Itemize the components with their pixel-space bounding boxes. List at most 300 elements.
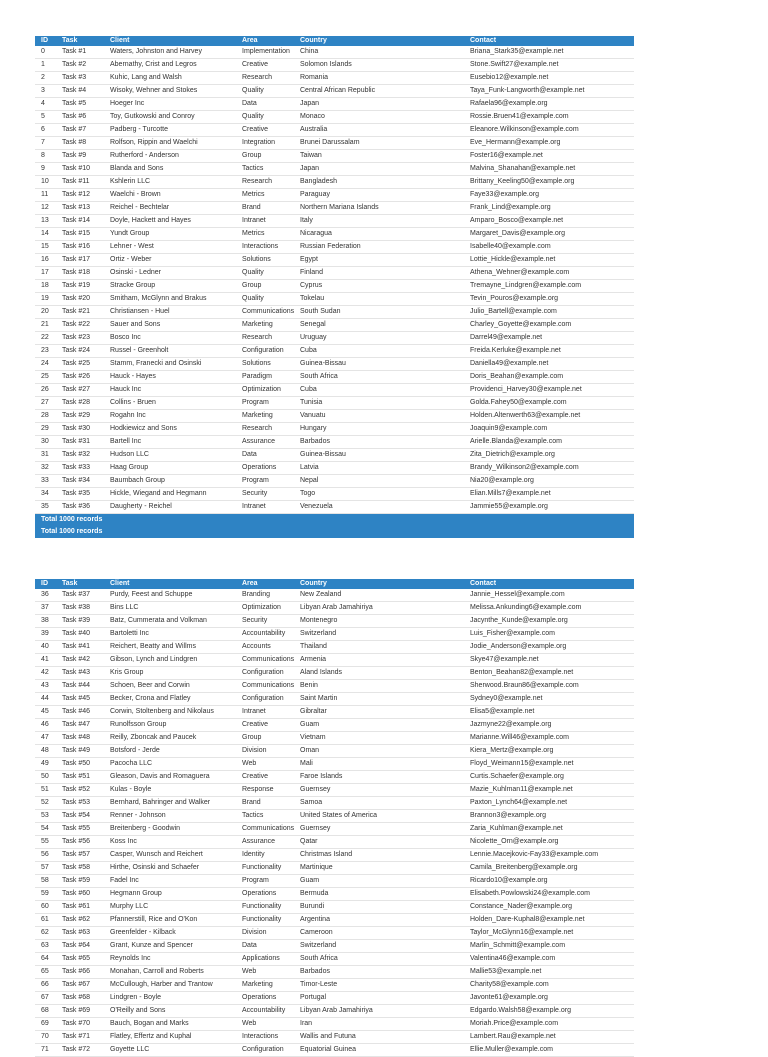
table-row[interactable] [35,254,634,267]
cell-contact: Jacynthe_Kunde@example.org [464,615,634,628]
cell-country: Guam [294,719,464,732]
cell-task: Task #28 [56,397,104,410]
table-row[interactable] [35,979,634,992]
table-row[interactable] [35,293,634,306]
table-row[interactable] [35,475,634,488]
table-row[interactable] [35,306,634,319]
column-header-task[interactable]: Task [56,36,104,46]
table-row[interactable] [35,641,634,654]
cell-client: Hirthe, Osinski and Schaefer [104,862,236,875]
table-row[interactable] [35,927,634,940]
cell-contact: Constance_Nader@example.org [464,901,634,914]
cell-area: Program [236,475,294,488]
cell-id: 17 [35,267,56,280]
table-row[interactable] [35,280,634,293]
cell-task: Task #36 [56,501,104,514]
cell-task: Task #3 [56,72,104,85]
table-row[interactable] [35,849,634,862]
cell-country: Tunisia [294,397,464,410]
cell-client: Purdy, Feest and Schuppe [104,589,236,602]
cell-task: Task #5 [56,98,104,111]
cell-id: 23 [35,345,56,358]
column-header-task[interactable]: Task [56,579,104,589]
table-row[interactable] [35,589,634,602]
table-row[interactable] [35,501,634,514]
cell-contact: Valentina46@example.com [464,953,634,966]
cell-area: Functionality [236,914,294,927]
table-row[interactable] [35,202,634,215]
cell-task: Task #24 [56,345,104,358]
cell-contact: Athena_Wehner@example.com [464,267,634,280]
cell-country: Saint Martin [294,693,464,706]
cell-area: Division [236,745,294,758]
table-row[interactable] [35,719,634,732]
cell-contact: Arielle.Blanda@example.com [464,436,634,449]
cell-country: Libyan Arab Jamahiriya [294,1005,464,1018]
cell-client: Hudson LLC [104,449,236,462]
cell-task: Task #55 [56,823,104,836]
cell-task: Task #19 [56,280,104,293]
cell-contact: Julio_Bartell@example.com [464,306,634,319]
cell-client: Bartell Inc [104,436,236,449]
cell-area: Security [236,488,294,501]
cell-area: Brand [236,797,294,810]
cell-country: Finland [294,267,464,280]
cell-area: Configuration [236,667,294,680]
cell-contact: Kiera_Mertz@example.org [464,745,634,758]
cell-id: 19 [35,293,56,306]
table-row[interactable] [35,706,634,719]
cell-client: Yundt Group [104,228,236,241]
cell-task: Task #64 [56,940,104,953]
cell-id: 50 [35,771,56,784]
cell-area: Data [236,98,294,111]
cell-id: 51 [35,784,56,797]
cell-task: Task #18 [56,267,104,280]
table-row[interactable] [35,462,634,475]
table-row[interactable] [35,332,634,345]
table-row[interactable] [35,992,634,1005]
cell-id: 2 [35,72,56,85]
cell-client: Hodkiewicz and Sons [104,423,236,436]
table-row[interactable] [35,46,634,59]
cell-id: 64 [35,953,56,966]
total-records [35,514,634,527]
column-header-client[interactable]: Client [104,36,236,46]
cell-contact: Elisabeth.Powlowski24@example.com [464,888,634,901]
cell-contact: Isabelle40@example.com [464,241,634,254]
cell-area: Intranet [236,501,294,514]
column-header-id[interactable]: ID [35,36,56,46]
cell-task: Task #59 [56,875,104,888]
cell-country: Faroe Islands [294,771,464,784]
cell-contact: Briana_Stark35@example.net [464,46,634,59]
cell-country: New Zealand [294,589,464,602]
cell-id: 34 [35,488,56,501]
table-row[interactable] [35,1044,634,1057]
cell-id: 7 [35,137,56,150]
cell-contact: Luis_Fisher@example.com [464,628,634,641]
cell-task: Task #33 [56,462,104,475]
cell-contact: Joaquin9@example.com [464,423,634,436]
total-count: 1000 records [59,528,103,535]
cell-task: Task #11 [56,176,104,189]
cell-id: 11 [35,189,56,202]
cell-contact: Camila_Breitenberg@example.org [464,862,634,875]
cell-country: Vietnam [294,732,464,745]
cell-area: Operations [236,992,294,1005]
cell-country: Martinique [294,862,464,875]
cell-task: Task #7 [56,124,104,137]
cell-task: Task #6 [56,111,104,124]
table-row[interactable] [35,410,634,423]
cell-country: Cuba [294,384,464,397]
cell-task: Task #2 [56,59,104,72]
cell-task: Task #63 [56,927,104,940]
table-row[interactable] [35,358,634,371]
cell-country: Venezuela [294,501,464,514]
cell-task: Task #72 [56,1044,104,1057]
table-row[interactable] [35,836,634,849]
cell-id: 47 [35,732,56,745]
cell-id: 62 [35,927,56,940]
table-row[interactable] [35,72,634,85]
cell-task: Task #16 [56,241,104,254]
cell-task: Task #61 [56,901,104,914]
cell-client: Haag Group [104,462,236,475]
cell-area: Quality [236,111,294,124]
cell-area: Configuration [236,1044,294,1057]
cell-contact: Nicolette_Orn@example.org [464,836,634,849]
cell-country: Cameroon [294,927,464,940]
cell-contact: Javonte61@example.org [464,992,634,1005]
cell-country: Burundi [294,901,464,914]
cell-id: 32 [35,462,56,475]
cell-client: Bauch, Bogan and Marks [104,1018,236,1031]
table-row[interactable] [35,124,634,137]
cell-country: Guinea-Bissau [294,358,464,371]
cell-id: 12 [35,202,56,215]
cell-id: 55 [35,836,56,849]
cell-country: Libyan Arab Jamahiriya [294,602,464,615]
cell-contact: Charity58@example.com [464,979,634,992]
cell-area: Operations [236,462,294,475]
table-row[interactable] [35,771,634,784]
cell-id: 27 [35,397,56,410]
table-row[interactable] [35,758,634,771]
cell-id: 25 [35,371,56,384]
column-header-country[interactable]: Country [294,579,464,589]
column-header-client[interactable]: Client [104,579,236,589]
cell-area: Solutions [236,358,294,371]
table-row[interactable] [35,137,634,150]
table-row[interactable] [35,862,634,875]
cell-client: Baumbach Group [104,475,236,488]
cell-area: Data [236,449,294,462]
table-row[interactable] [35,163,634,176]
cell-contact: Brannon3@example.org [464,810,634,823]
table-row[interactable] [35,59,634,72]
cell-task: Task #65 [56,953,104,966]
cell-task: Task #39 [56,615,104,628]
table-row[interactable] [35,940,634,953]
cell-client: Becker, Crona and Flatley [104,693,236,706]
cell-area: Optimization [236,602,294,615]
cell-area: Research [236,332,294,345]
cell-country: Taiwan [294,150,464,163]
cell-contact: Marlin_Schmitt@example.com [464,940,634,953]
table-row[interactable] [35,680,634,693]
cell-client: Abernathy, Crist and Legros [104,59,236,72]
cell-task: Task #41 [56,641,104,654]
table-row[interactable] [35,111,634,124]
cell-area: Branding [236,589,294,602]
cell-area: Communications [236,680,294,693]
cell-id: 67 [35,992,56,1005]
cell-contact: Charley_Goyette@example.com [464,319,634,332]
cell-client: Bins LLC [104,602,236,615]
table-row[interactable] [35,1005,634,1018]
cell-id: 38 [35,615,56,628]
table-row[interactable] [35,98,634,111]
table-row[interactable] [35,267,634,280]
cell-client: Lehner - West [104,241,236,254]
table-row[interactable] [35,745,634,758]
cell-client: Monahan, Carroll and Roberts [104,966,236,979]
records-table-page-1 [35,36,634,538]
cell-contact: Brandy_Wilkinson2@example.com [464,462,634,475]
table-row[interactable] [35,215,634,228]
cell-client: Rogahn Inc [104,410,236,423]
table-row[interactable] [35,1031,634,1044]
table-row[interactable] [35,488,634,501]
cell-id: 66 [35,979,56,992]
cell-id: 49 [35,758,56,771]
table-row[interactable] [35,810,634,823]
cell-country: Tokelau [294,293,464,306]
cell-id: 57 [35,862,56,875]
cell-country: Mali [294,758,464,771]
cell-contact: Sherwood.Braun86@example.com [464,680,634,693]
table-row[interactable] [35,966,634,979]
cell-area: Creative [236,59,294,72]
cell-task: Task #25 [56,358,104,371]
cell-client: Blanda and Sons [104,163,236,176]
table-row[interactable] [35,797,634,810]
table-row[interactable] [35,436,634,449]
cell-contact: Jammie55@example.org [464,501,634,514]
cell-country: Nicaragua [294,228,464,241]
cell-id: 28 [35,410,56,423]
cell-area: Assurance [236,836,294,849]
cell-country: Japan [294,98,464,111]
cell-country: Cuba [294,345,464,358]
table-row[interactable] [35,953,634,966]
cell-area: Optimization [236,384,294,397]
cell-country: Aland Islands [294,667,464,680]
cell-id: 44 [35,693,56,706]
cell-country: Cyprus [294,280,464,293]
cell-client: Breitenberg - Goodwin [104,823,236,836]
column-header-contact[interactable]: Contact [464,36,634,46]
cell-client: Stracke Group [104,280,236,293]
cell-client: Lindgren - Boyle [104,992,236,1005]
cell-contact: Eleanore.Wilkinson@example.com [464,124,634,137]
cell-task: Task #22 [56,319,104,332]
table-body [35,46,634,514]
cell-country: Solomon Islands [294,59,464,72]
cell-contact: Golda.Fahey50@example.com [464,397,634,410]
table-row[interactable] [35,85,634,98]
cell-area: Response [236,784,294,797]
table-row[interactable] [35,888,634,901]
table-row[interactable] [35,602,634,615]
cell-area: Communications [236,823,294,836]
cell-contact: Benton_Beahan82@example.net [464,667,634,680]
records-table [35,36,634,538]
cell-contact: Taya_Funk-Langworth@example.net [464,85,634,98]
cell-id: 15 [35,241,56,254]
cell-client: Murphy LLC [104,901,236,914]
table-row[interactable] [35,1018,634,1031]
cell-client: Fadel Inc [104,875,236,888]
table-row[interactable] [35,228,634,241]
cell-task: Task #48 [56,732,104,745]
cell-contact: Ricardo10@example.org [464,875,634,888]
cell-client: Rolfson, Rippin and Waelchi [104,137,236,150]
cell-id: 20 [35,306,56,319]
cell-area: Communications [236,306,294,319]
cell-contact: Eusebio12@example.net [464,72,634,85]
cell-country: Uruguay [294,332,464,345]
cell-contact: Rossie.Bruen41@example.com [464,111,634,124]
table-row[interactable] [35,189,634,202]
cell-area: Research [236,423,294,436]
table-row[interactable] [35,397,634,410]
cell-task: Task #71 [56,1031,104,1044]
table-row[interactable] [35,423,634,436]
table-row[interactable] [35,628,634,641]
cell-client: Reilly, Zboncak and Paucek [104,732,236,745]
cell-area: Research [236,72,294,85]
table-row[interactable] [35,241,634,254]
table-row[interactable] [35,875,634,888]
table-row[interactable] [35,345,634,358]
cell-country: Portugal [294,992,464,1005]
cell-task: Task #60 [56,888,104,901]
cell-id: 36 [35,589,56,602]
cell-contact: Elian.Mills7@example.net [464,488,634,501]
cell-id: 40 [35,641,56,654]
cell-id: 31 [35,449,56,462]
cell-country: Gibraltar [294,706,464,719]
cell-contact: Lennie.Macejkovic-Fay33@example.com [464,849,634,862]
cell-task: Task #58 [56,862,104,875]
table-row[interactable] [35,384,634,397]
total-label: Total [41,528,58,535]
table-row[interactable] [35,371,634,384]
cell-client: Grant, Kunze and Spencer [104,940,236,953]
cell-task: Task #50 [56,758,104,771]
cell-country: Oman [294,745,464,758]
cell-client: Reichert, Beatty and Willms [104,641,236,654]
cell-area: Accounts [236,641,294,654]
table-row[interactable] [35,732,634,745]
column-header-area[interactable]: Area [236,579,294,589]
total-records [35,526,634,538]
cell-client: Batz, Cummerata and Volkman [104,615,236,628]
cell-area: Intranet [236,706,294,719]
column-header-id[interactable]: ID [35,579,56,589]
cell-task: Task #40 [56,628,104,641]
cell-id: 59 [35,888,56,901]
column-header-contact[interactable]: Contact [464,579,634,589]
table-row[interactable] [35,319,634,332]
table-row[interactable] [35,176,634,189]
cell-area: Research [236,176,294,189]
cell-client: Collins - Bruen [104,397,236,410]
cell-id: 33 [35,475,56,488]
cell-id: 56 [35,849,56,862]
cell-country: Togo [294,488,464,501]
cell-id: 18 [35,280,56,293]
cell-task: Task #14 [56,215,104,228]
column-header-country[interactable]: Country [294,36,464,46]
table-row[interactable] [35,150,634,163]
cell-id: 29 [35,423,56,436]
column-header-area[interactable]: Area [236,36,294,46]
table-row[interactable] [35,667,634,680]
cell-contact: Tremayne_Lindgren@example.com [464,280,634,293]
cell-client: Kshlerin LLC [104,176,236,189]
table-footer-row [35,526,634,538]
cell-task: Task #51 [56,771,104,784]
cell-client: O'Reilly and Sons [104,1005,236,1018]
cell-contact: Paxton_Lynch64@example.net [464,797,634,810]
cell-contact: Moriah.Price@example.com [464,1018,634,1031]
cell-area: Functionality [236,901,294,914]
cell-contact: Freida.Kerluke@example.net [464,345,634,358]
cell-contact: Edgardo.Walsh58@example.org [464,1005,634,1018]
table-row[interactable] [35,901,634,914]
cell-country: Guernsey [294,823,464,836]
table-row[interactable] [35,615,634,628]
cell-country: Japan [294,163,464,176]
cell-area: Identity [236,849,294,862]
cell-area: Security [236,615,294,628]
table-row[interactable] [35,654,634,667]
cell-contact: Frank_Lind@example.org [464,202,634,215]
cell-country: Iran [294,1018,464,1031]
table-row[interactable] [35,449,634,462]
cell-area: Tactics [236,163,294,176]
cell-area: Group [236,732,294,745]
cell-country: Northern Mariana Islands [294,202,464,215]
cell-area: Operations [236,888,294,901]
cell-id: 48 [35,745,56,758]
cell-country: Bangladesh [294,176,464,189]
table-row[interactable] [35,784,634,797]
table-row[interactable] [35,914,634,927]
table-row[interactable] [35,823,634,836]
cell-client: Koss Inc [104,836,236,849]
cell-country: South Africa [294,953,464,966]
cell-contact: Curtis.Schaefer@example.org [464,771,634,784]
cell-task: Task #34 [56,475,104,488]
table-footer-row [35,514,634,527]
cell-id: 65 [35,966,56,979]
table-row[interactable] [35,693,634,706]
